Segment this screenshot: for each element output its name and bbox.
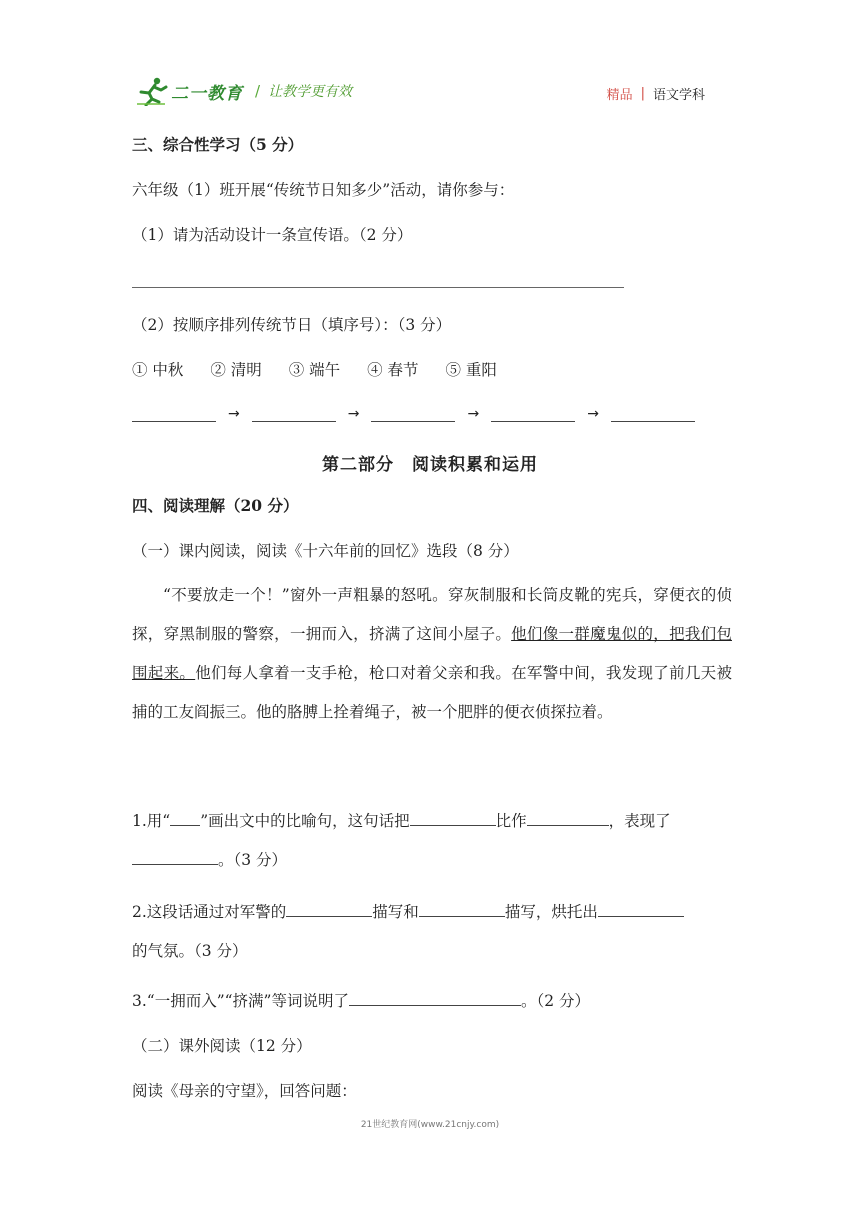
header-right [607, 84, 705, 103]
part2-title: 第二部分 阅读积累和运用 [322, 455, 538, 475]
q-text: 。（3 分） [218, 851, 288, 869]
answer-blank [252, 407, 336, 422]
logo-text: 二一教育 [171, 83, 243, 104]
festival-item: ② 清明 [210, 361, 262, 379]
answer-blank [410, 809, 496, 826]
quality-label: 精品 [606, 88, 633, 103]
arrow-icon: → [467, 406, 480, 422]
answer-blank [611, 407, 695, 422]
arrow-icon: → [228, 406, 240, 422]
question-3 [132, 982, 732, 1021]
festival-item: ⑤ 重阳 [445, 361, 497, 379]
arrow-icon: → [587, 406, 599, 422]
answer-blank [349, 989, 521, 1006]
q-text: 2.这段话通过对军警的 [132, 903, 287, 921]
header-divider: | [640, 86, 645, 101]
section4-sub1: （一）课内阅读，阅读《十六年前的回忆》选段（8 分） [132, 542, 519, 560]
answer-blank [527, 809, 609, 826]
answer-blank [286, 900, 372, 917]
passage-text: 他们每人拿着一支手枪，枪口对着父亲和我。在军警中间，我发现了前几天被捕的工友阎振三。他的胳膊上拴着绳子，被一个肥胖的便衣侦探拉着。 [132, 664, 732, 721]
passage-text: “不要放走一个！”窗外一声粗暴的怒吼。穿灰制服和长筒皮靴的宪兵，穿便衣的侦探，穿黑制服的警察，一拥而入，挤满了这间小屋子。 [132, 586, 732, 643]
runner-logo-icon [135, 76, 169, 106]
q-text: 1.用“ [132, 812, 171, 830]
answer-blank [371, 407, 455, 422]
question-1 [132, 802, 732, 880]
logo [135, 76, 352, 106]
logo-separator: / [255, 82, 261, 100]
festival-item: ④ 春节 [367, 361, 419, 379]
festival-item: ③ 端午 [288, 361, 341, 379]
section3-q1: （1）请为活动设计一条宣传语。（2 分） [132, 226, 413, 244]
answer-blank [132, 407, 216, 422]
section3-title: 三、综合性学习（5 分） [132, 135, 304, 154]
section4-sub2: （二）课外阅读（12 分） [132, 1037, 312, 1055]
festival-item: ① 中秋 [132, 361, 184, 379]
reading-passage [132, 576, 732, 732]
q-text: ”画出文中的比喻句，这句话把 [200, 812, 410, 830]
festival-list [132, 359, 519, 381]
q-text: 。（2 分） [521, 992, 591, 1010]
answer-blank [132, 848, 218, 865]
section3-q2: （2）按顺序排列传统节日（填序号）：（3 分） [132, 316, 452, 334]
section4-sub2-intro: 阅读《母亲的守望》，回答问题： [132, 1082, 357, 1100]
order-answer-row [132, 406, 695, 422]
answer-line [132, 287, 624, 288]
arrow-icon: → [347, 406, 360, 422]
answer-blank [419, 900, 505, 917]
passage-simile: 他们像一群魔鬼似的，把我们包围起来。 [132, 625, 732, 682]
q-text: ，表现了 [608, 812, 671, 830]
page-footer: 21世纪教育网(www.21cnjy.com) [360, 1120, 500, 1130]
question-2 [132, 893, 732, 971]
section4-title: 四、阅读理解（20 分） [132, 496, 299, 515]
q-text: 3.“一拥而入”“挤满”等词说明了 [132, 992, 349, 1010]
q-text: 描写，烘托出 [504, 903, 598, 921]
page-header [135, 72, 715, 108]
q-text: 比作 [495, 812, 527, 830]
answer-blank [598, 900, 684, 917]
answer-blank [170, 809, 200, 826]
subject-label: 语文学科 [652, 88, 705, 103]
section3-intro: 六年级（1）班开展“传统节日知多少”活动，请你参与： [132, 181, 515, 199]
q-text: 的气氛。（3 分） [132, 942, 248, 960]
q-text: 描写和 [372, 903, 419, 921]
logo-slogan: 让教学更有效 [268, 84, 353, 100]
answer-blank [491, 407, 575, 422]
